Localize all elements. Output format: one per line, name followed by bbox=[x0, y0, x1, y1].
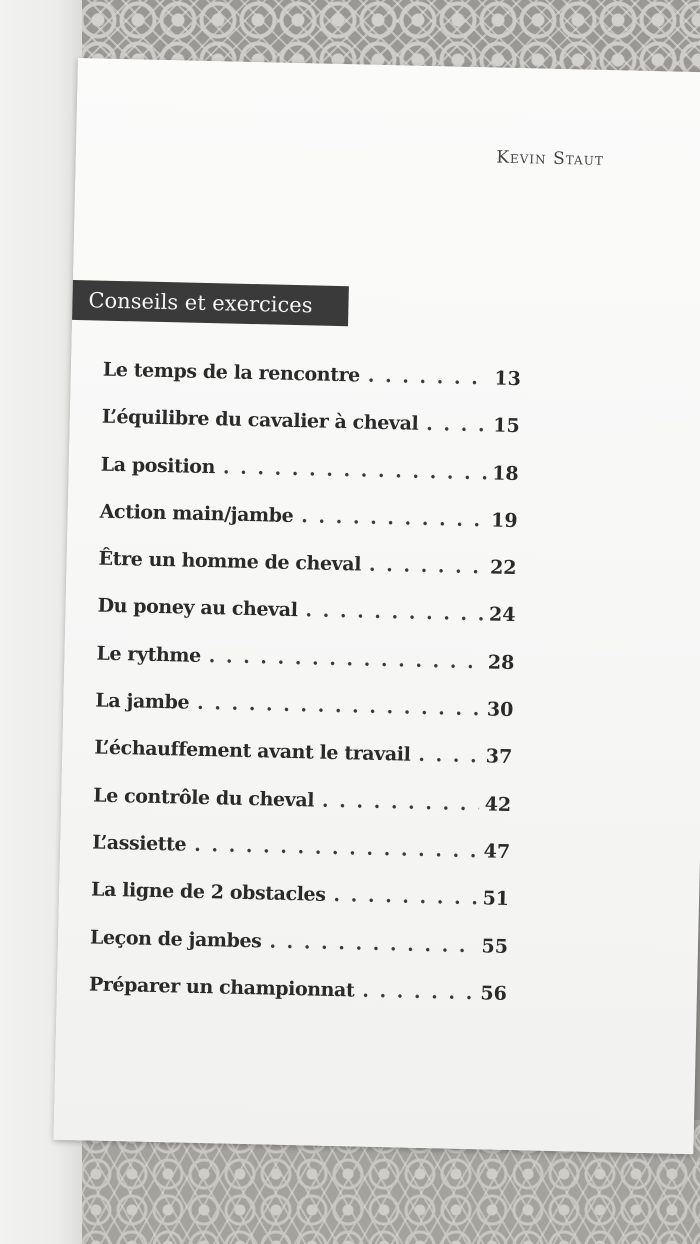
toc-entry-page: 22 bbox=[489, 556, 517, 580]
toc-entry-page: 42 bbox=[484, 793, 512, 816]
toc-entry-page: 56 bbox=[480, 982, 508, 1005]
book-page bbox=[53, 58, 700, 1154]
toc-entry-title: Préparer un championnat bbox=[88, 973, 355, 1002]
toc-entry-page: 13 bbox=[494, 367, 522, 391]
running-head-author: Kevin Staut bbox=[496, 147, 605, 170]
toc-entry-title: Être un homme de cheval bbox=[98, 547, 362, 576]
toc-entry-title: L’échauffement avant le travail bbox=[94, 736, 411, 767]
toc-entry-title: Du poney au cheval bbox=[97, 595, 298, 622]
dot-leader bbox=[418, 744, 480, 767]
toc-entry-title: La ligne de 2 obstacles bbox=[90, 878, 326, 907]
toc-entry-page: 47 bbox=[483, 840, 511, 863]
dot-leader bbox=[322, 789, 479, 815]
dot-leader bbox=[369, 554, 485, 579]
toc-entry-page: 18 bbox=[491, 462, 519, 485]
toc-entry-title: Action main/jambe bbox=[99, 500, 294, 527]
toc-entry-title: Le temps de la rencontre bbox=[102, 358, 361, 387]
toc-entry-title: Le contrôle du cheval bbox=[93, 784, 315, 812]
toc-entry-title: Leçon de jambes bbox=[89, 926, 262, 952]
dot-leader bbox=[333, 884, 477, 909]
table-of-contents bbox=[88, 359, 521, 1030]
toc-entry-title: L’équilibre du cavalier à cheval bbox=[101, 405, 419, 436]
toc-entry-title: L’assiette bbox=[91, 831, 187, 856]
dot-leader bbox=[368, 365, 489, 390]
toc-entry-page: 37 bbox=[485, 745, 513, 769]
toc-entry-page: 55 bbox=[481, 934, 509, 958]
section-title-banner: Conseils et exercices bbox=[72, 280, 349, 326]
toc-entry-page: 30 bbox=[486, 698, 514, 722]
dot-leader bbox=[269, 930, 476, 957]
dot-leader bbox=[305, 600, 483, 626]
toc-entry bbox=[88, 973, 507, 1030]
toc-entry-page: 51 bbox=[482, 887, 510, 911]
toc-entry-page: 28 bbox=[487, 651, 515, 674]
dot-leader bbox=[223, 456, 487, 484]
toc-entry-title: La position bbox=[100, 453, 216, 478]
toc-entry-page: 19 bbox=[490, 509, 518, 532]
dot-leader bbox=[362, 980, 475, 1005]
dot-leader bbox=[301, 505, 485, 531]
toc-entry-title: Le rythme bbox=[96, 642, 202, 667]
toc-entry-page: 24 bbox=[488, 603, 516, 627]
toc-entry-page: 15 bbox=[493, 414, 521, 438]
dot-leader bbox=[426, 413, 487, 436]
toc-entry-title: La jambe bbox=[95, 689, 190, 714]
